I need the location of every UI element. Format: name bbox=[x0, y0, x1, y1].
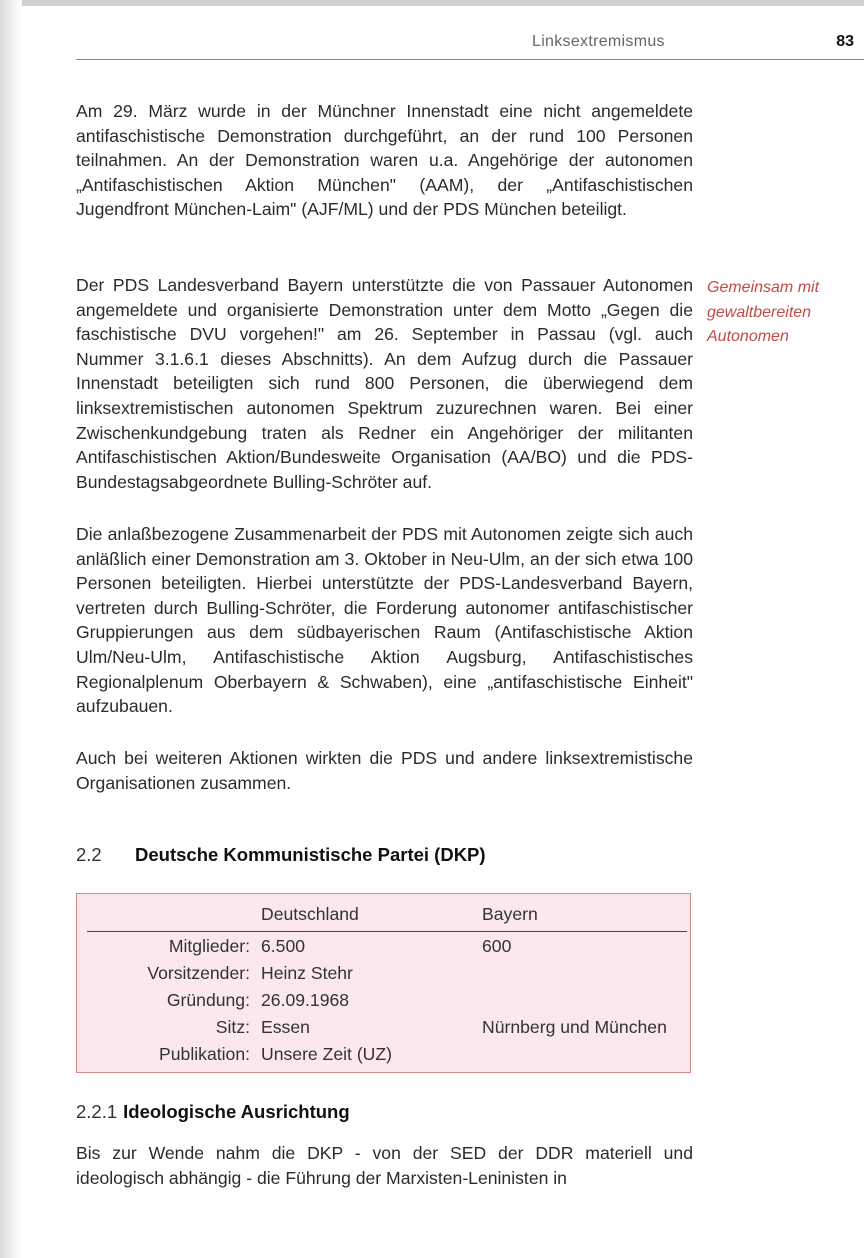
paragraph-passau-demo: Der PDS Landesverband Bayern unterstützte die von Passauer Autonomen angemeldete und organisierte Demonstration unter dem Motto „Gegen die faschistische DVU vorgehen!" am 26. September in Passau (vgl. auch Nummer 3.1.6.1 dieses Abschnitts). An dem Aufzug durch die Passauer Innenstadt beteiligten sich rund 800 Personen, die überwiegend dem linksextremistischen autonomen Spektrum zuzurechnen waren. Bei einer Zwischenkundgebung traten als Redner ein Angehöriger der militanten Antifaschistischen Aktion/Bundesweite Organisation (AA/BO) und die PDS-Bundestagsabgeordnete Bulling-Schröter auf. bbox=[76, 275, 693, 492]
fact-value-bavaria: Nürnberg und München bbox=[482, 1017, 667, 1037]
paragraph-further-actions: Auch bei weiteren Aktionen wirkten die PDS und andere linksextremistische Organisationen zusammen. bbox=[76, 748, 693, 793]
fact-label: Gründung: bbox=[166, 990, 250, 1010]
subsection-title: Ideologische Ausrichtung bbox=[123, 1101, 350, 1122]
margin-note bbox=[707, 276, 857, 350]
section-heading bbox=[76, 844, 486, 866]
margin-note-line: gewaltbereiten bbox=[707, 303, 812, 321]
running-header bbox=[76, 33, 864, 61]
party-fact-box bbox=[76, 893, 691, 1073]
fact-value-germany: 6.500 bbox=[261, 936, 306, 956]
column-header-germany: Deutschland bbox=[261, 904, 359, 924]
fact-label: Mitglieder: bbox=[168, 936, 250, 956]
fact-row bbox=[77, 936, 690, 963]
page-number: 83 bbox=[836, 33, 854, 50]
fact-row bbox=[77, 1044, 690, 1071]
subsection-heading bbox=[76, 1101, 350, 1123]
page-binding-edge bbox=[0, 0, 22, 1258]
margin-note-line: Autonomen bbox=[707, 328, 789, 346]
section-number: 2.2 bbox=[76, 844, 102, 865]
section-title: Deutsche Kommunistische Partei (DKP) bbox=[135, 844, 486, 865]
fact-label: Vorsitzender: bbox=[147, 963, 250, 983]
margin-note-line: Gemeinsam mit bbox=[707, 279, 820, 296]
fact-value-germany: 26.09.1968 bbox=[261, 990, 350, 1010]
fact-row bbox=[77, 963, 690, 990]
header-rule bbox=[76, 59, 864, 60]
paragraph-neu-ulm-demo: Die anlaßbezogene Zusammenarbeit der PDS mit Autonomen zeigte sich auch anläßlich einer Demonstration am 3. Oktober in Neu-Ulm, an der sich etwa 100 Personen beteiligten. Hierbei unterstützte der PDS-Landesverband Bayern, vertreten durch Bulling-Schröter, die Forderung autonomer antifaschistischer Gruppierungen aus dem südbayerischen Raum (Antifaschistische Aktion Ulm/Neu-Ulm, Antifaschistische Aktion Augsburg, Antifaschistisches Regionalplenum Oberbayern & Schwaben), eine „antifaschistische Einheit" aufzubauen. bbox=[76, 524, 693, 717]
paragraph-munich-demo: Am 29. März wurde in der Münchner Innenstadt eine nicht angemeldete antifaschistische Demonstration durchgeführt, an der rund 100 Personen teilnahmen. An der Demonstration waren u.a. Angehörige der autonomen „Antifaschistischen Aktion München" (AAM), der „Antifaschistischen Jugendfront München-Laim" (AJF/ML) und der PDS München beteiligt. bbox=[76, 101, 693, 220]
subsection-number: 2.2.1 bbox=[76, 1101, 118, 1122]
fact-value-germany: Essen bbox=[261, 1017, 310, 1037]
fact-row bbox=[77, 1017, 690, 1044]
fact-value-germany: Heinz Stehr bbox=[261, 963, 353, 983]
column-header-bavaria: Bayern bbox=[482, 904, 538, 924]
fact-value-bavaria: 600 bbox=[482, 936, 512, 956]
box-header-rule bbox=[87, 931, 687, 932]
fact-row bbox=[77, 990, 690, 1017]
fact-value-germany: Unsere Zeit (UZ) bbox=[261, 1044, 392, 1064]
fact-label: Publikation: bbox=[159, 1044, 250, 1064]
page-top-edge bbox=[0, 0, 864, 6]
paragraph-dkp-ideology: Bis zur Wende nahm die DKP - von der SED der DDR materiell und ideologisch abhängig - die Führung der Marxisten-Leninisten in bbox=[76, 1143, 693, 1188]
fact-label: Sitz: bbox=[215, 1017, 250, 1037]
running-header-title: Linksextremismus bbox=[532, 33, 665, 50]
